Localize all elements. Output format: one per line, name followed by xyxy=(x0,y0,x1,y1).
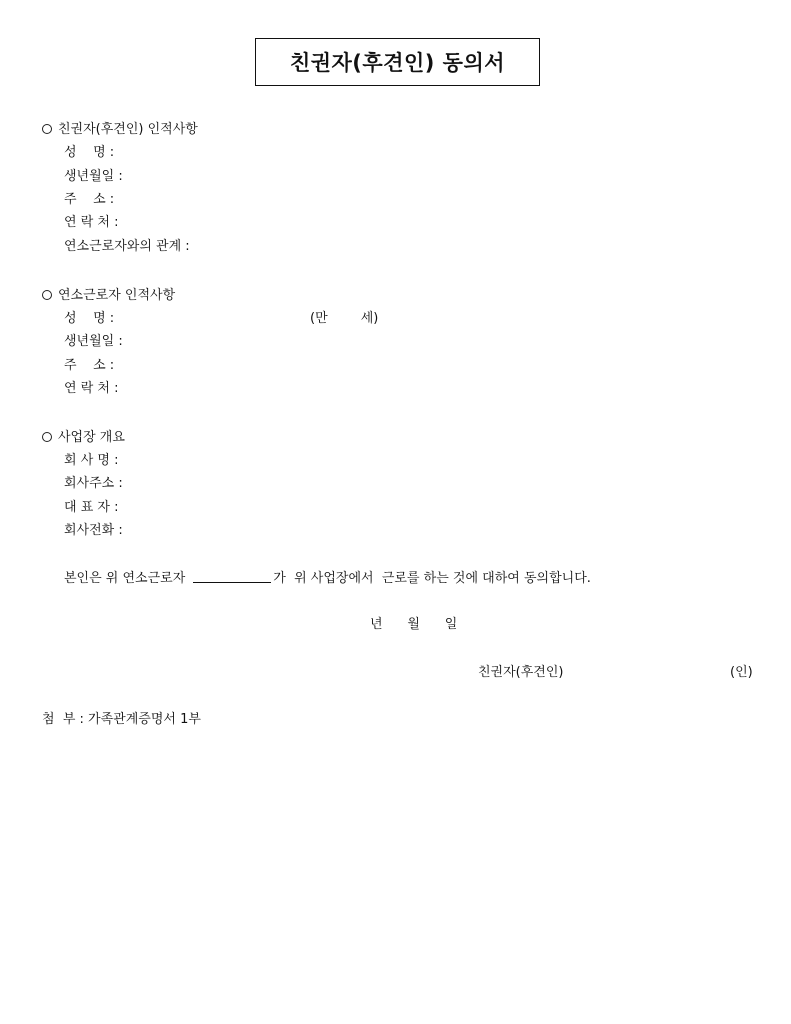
company-phone-label: 회사전화 : xyxy=(64,523,123,538)
section-workplace-heading xyxy=(42,426,125,445)
minor-name-label: 성 명 : xyxy=(64,311,115,326)
company-name-label: 회 사 명 : xyxy=(64,453,119,468)
date-line: 년 월 일 xyxy=(370,617,458,632)
attachment-note: 첨 부 : 가족관계증명서 1부 xyxy=(42,712,201,727)
consent-statement xyxy=(64,567,591,586)
section-guardian-heading-text: 친권자(후견인) 인적사항 xyxy=(58,122,198,137)
consent-statement-before: 본인은 위 연소근로자 xyxy=(64,571,186,586)
minor-birth-label: 생년월일 : xyxy=(64,334,123,349)
company-address-label: 회사주소 : xyxy=(64,476,123,491)
section-guardian-heading xyxy=(42,118,198,137)
section-minor-heading xyxy=(42,284,175,303)
document-title-box xyxy=(255,38,540,86)
seal-mark: (인) xyxy=(730,665,753,680)
circle-bullet-icon xyxy=(42,290,52,300)
document-title: 친권자(후견인) 동의서 xyxy=(289,51,506,75)
minor-contact-label: 연 락 처 : xyxy=(64,381,119,396)
consent-statement-after: 가 위 사업장에서 근로를 하는 것에 대하여 동의합니다. xyxy=(273,571,591,586)
minor-age-text: (만 세) xyxy=(310,311,379,326)
section-workplace-heading-text: 사업장 개요 xyxy=(58,430,125,445)
company-ceo-label: 대 표 자 : xyxy=(64,500,119,515)
guardian-name-label: 성 명 : xyxy=(64,145,115,160)
guardian-contact-label: 연 락 처 : xyxy=(64,215,119,230)
minor-address-label: 주 소 : xyxy=(64,358,115,373)
circle-bullet-icon xyxy=(42,124,52,134)
guardian-relation-label: 연소근로자와의 관계 : xyxy=(64,239,190,254)
guardian-birth-label: 생년월일 : xyxy=(64,169,123,184)
section-minor-heading-text: 연소근로자 인적사항 xyxy=(58,288,176,303)
circle-bullet-icon xyxy=(42,432,52,442)
minor-name-blank xyxy=(193,570,271,583)
signer-label: 친권자(후견인) xyxy=(478,665,564,680)
guardian-address-label: 주 소 : xyxy=(64,192,115,207)
